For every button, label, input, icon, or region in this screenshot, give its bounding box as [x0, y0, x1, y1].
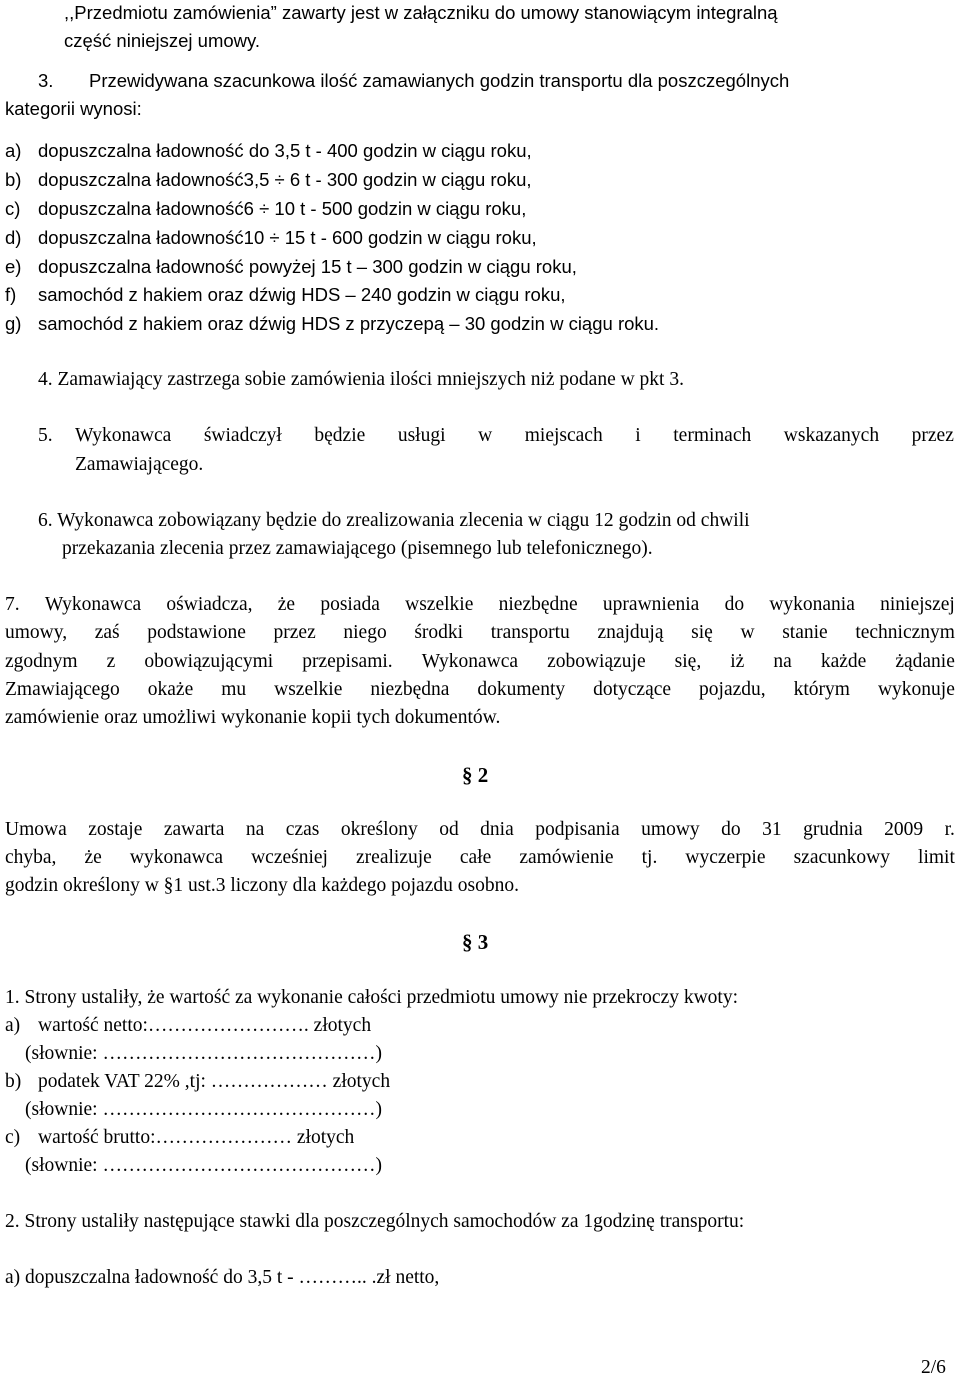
section-2-line-1: Umowa zostaje zawarta na czas określony od dnia podpisania umowy do 31 grudnia 2009 r.	[5, 819, 955, 840]
amount-item: a) wartość netto:……………………. złotych	[5, 1015, 372, 1036]
section-2-heading: § 2	[462, 763, 489, 787]
point-5-line-2: Zamawiającego.	[75, 454, 204, 475]
section-2-line-3: godzin określony w §1 ust.3 liczony dla każdego pojazdu osobno.	[5, 875, 519, 896]
point-3-line-2: kategorii wynosi:	[5, 98, 142, 119]
point-3-number: 3.	[38, 70, 54, 91]
point-7-line-4: Zmawiającego okaże mu wszelkie niezbędna dokumenty dotyczące pojazdu, którym wykonuje	[5, 679, 955, 700]
intro-line-1: ,,Przedmiotu zamówienia” zawarty jest w załączniku do umowy stanowiącym integralną	[64, 2, 778, 23]
point-6-line-2: przekazania zlecenia przez zamawiającego (pisemnego lub telefonicznego).	[62, 538, 653, 559]
rate-item: a) dopuszczalna ładowność do 3,5 t - ……….. .zł netto,	[5, 1267, 440, 1288]
section-3-heading: § 3	[462, 930, 489, 954]
point-7-line-3: zgodnym z obowiązującymi przepisami. Wykonawca zobowiązuje się, iż na każde żądanie	[5, 651, 955, 672]
point-5-number: 5.	[38, 425, 53, 446]
point-6-line-1: 6. Wykonawca zobowiązany będzie do zrealizowania zlecenia w ciągu 12 godzin od chwili	[38, 510, 750, 531]
point-7-line-1: 7. Wykonawca oświadcza, że posiada wszelkie niezbędne uprawnienia do wykonania niniejszej	[5, 594, 955, 615]
list-item: d) dopuszczalna ładowność10 ÷ 15 t - 600 godzin w ciągu roku,	[5, 227, 537, 248]
section-3-paragraph-1: 1. Strony ustaliły, że wartość za wykonanie całości przedmiotu umowy nie przekroczy kwoty:	[5, 987, 739, 1008]
intro-line-2: część niniejszej umowy.	[64, 30, 261, 51]
list-item: a) dopuszczalna ładowność do 3,5 t - 400 godzin w ciągu roku,	[5, 140, 532, 161]
amount-in-words: (słownie: ……………………………………)	[25, 1155, 382, 1176]
amount-item: b) podatek VAT 22% ,tj: ……………… złotych	[5, 1071, 391, 1092]
point-4: 4. Zamawiający zastrzega sobie zamówienia ilości mniejszych niż podane w pkt 3.	[38, 369, 684, 390]
page-number: 2/6	[921, 1357, 946, 1378]
point-5-line-1: Wykonawca świadczył będzie usługi w miejscach i terminach wskazanych przez	[75, 425, 954, 446]
list-item: e) dopuszczalna ładowność powyżej 15 t – 300 godzin w ciągu roku,	[5, 256, 577, 277]
section-2-line-2: chyba, że wykonawca wcześniej zrealizuje całe zamówienie tj. wyczerpie szacunkowy limit	[5, 847, 955, 868]
amount-in-words: (słownie: ……………………………………)	[25, 1043, 382, 1064]
point-7-line-2: umowy, zaś podstawione przez niego środki transportu znajdują się w stanie technicznym	[5, 622, 955, 643]
amount-item: c) wartość brutto:………………… złotych	[5, 1127, 355, 1148]
section-3-paragraph-2: 2. Strony ustaliły następujące stawki dla poszczególnych samochodów za 1godzinę transportu:	[5, 1211, 745, 1232]
list-item: b) dopuszczalna ładowność3,5 ÷ 6 t - 300 godzin w ciągu roku,	[5, 169, 532, 190]
list-item: f) samochód z hakiem oraz dźwig HDS – 240 godzin w ciągu roku,	[5, 284, 566, 305]
list-item: c) dopuszczalna ładowność6 ÷ 10 t - 500 godzin w ciągu roku,	[5, 198, 527, 219]
amount-in-words: (słownie: ……………………………………)	[25, 1099, 382, 1120]
point-7-line-5: zamówienie oraz umożliwi wykonanie kopii tych dokumentów.	[5, 707, 501, 728]
list-item: g) samochód z hakiem oraz dźwig HDS z przyczepą – 30 godzin w ciągu roku.	[5, 313, 660, 334]
point-3-line-1: Przewidywana szacunkowa ilość zamawianych godzin transportu dla poszczególnych	[89, 70, 790, 91]
